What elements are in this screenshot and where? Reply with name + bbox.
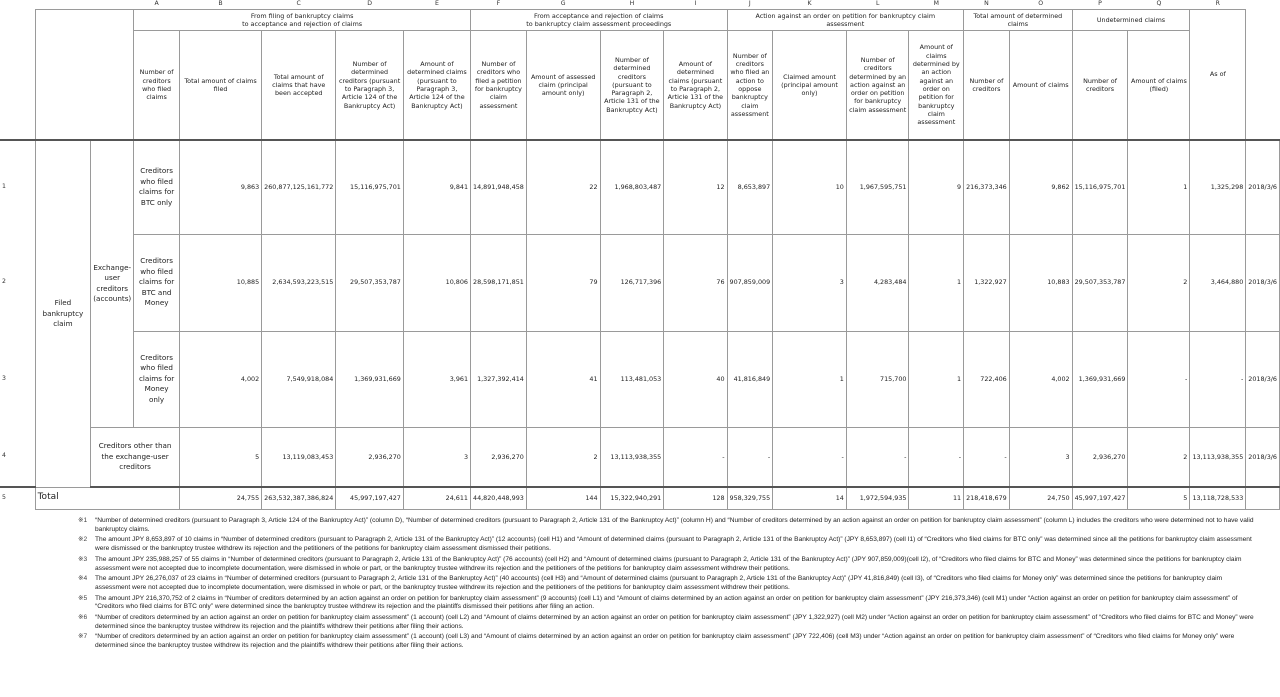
- cell: 2,634,593,223,515: [262, 234, 336, 331]
- cell: 113,481,053: [600, 331, 664, 427]
- footnote-text: “Number of determined creditors (pursuant to Paragraph 3, Article 124 of the Bankruptcy Act)” (column D), “Number of determined creditors (pursuant to Paragraph 2, Article 131 of the Bankruptcy Act)” (column H) and “Number of creditors determined by an action against an order on petition for bankruptcy claim assessment” (column L) includes the creditors who were determined not to have valid bankruptcy claims.: [95, 517, 1254, 533]
- cell: 1,322,927: [964, 234, 1010, 331]
- col-letter: P: [1098, 0, 1102, 8]
- table-row: [0, 331, 1280, 427]
- cell: 1: [909, 331, 964, 427]
- cell: 128: [664, 487, 727, 509]
- group-undetermined: Undetermined claims: [1072, 10, 1190, 31]
- cell: 1,327,392,414: [471, 331, 527, 427]
- col-letter: O: [1038, 0, 1044, 8]
- footnote-mark: ※7: [78, 633, 88, 641]
- cell: 216,373,346: [964, 140, 1010, 234]
- header-o: Amount of claims: [1009, 31, 1072, 141]
- col-letter: I: [694, 0, 697, 8]
- footnote-text: The amount JPY 26,276,037 of 23 claims in “Number of determined creditors (pursuant to Paragraph 2, Article 131 of the Bankruptcy Act)” (40 accounts) (cell H3) and “Amount of determined claims (pursuant to Paragraph 2, Article 131 of the Bankruptcy Act)” (JPY 41,816,849) (cell I3), of “Creditors who filed claims for Money only” was determined since the petitions for bankruptcy claim assessment were not accepted due to incomplete documentation, were dismissed in whole or part, or the bankruptcy trustee withdrew its rejection and the petitioners of the petitions for bankruptcy claim assessment withdrew their petitions.: [95, 575, 1223, 591]
- group-filing-to-acceptance: From filing of bankruptcy claims to acceptance and rejection of claims: [134, 10, 471, 31]
- footnote-text: “Number of creditors determined by an action against an order on petition for bankruptcy claim assessment” (1 account) (cell L3) and “Amount of claims determined by an action against an order on petition for bankruptcy claim assessment” (JPY 722,406) (cell M3) under “Action against an order on petition for bankruptcy claim assessment” of “Creditors who filed claims for Money only” were determined since the bankruptcy trustee withdrew its rejection and the plaintiffs withdrew their petitions after filing their actions.: [95, 633, 1235, 650]
- col-letter: E: [434, 0, 439, 8]
- footnote: [78, 536, 1258, 553]
- footnote: [78, 517, 1258, 534]
- col-letter: G: [560, 0, 566, 8]
- cell: 1,968,803,487: [600, 140, 664, 234]
- cell: [1246, 487, 1280, 509]
- row-number: 2: [2, 278, 6, 286]
- cell: 4,002: [1009, 331, 1072, 427]
- cell: 10,883: [1009, 234, 1072, 331]
- cell: 14,891,948,458: [471, 140, 527, 234]
- cell: 22: [526, 140, 600, 234]
- cell: 907,859,009: [727, 234, 773, 331]
- cell: -: [964, 427, 1010, 487]
- cell: 45,997,197,427: [336, 487, 404, 509]
- cell: 29,507,353,787: [336, 234, 404, 331]
- cell: 24,755: [179, 487, 261, 509]
- footnote-mark: ※6: [78, 614, 88, 622]
- group-action-against-order: Action against an order on petition for bankruptcy claim assessment: [727, 10, 964, 31]
- footnote: [78, 614, 1258, 631]
- table-row: [0, 140, 1280, 234]
- footnote-mark: ※3: [78, 555, 88, 563]
- cell: 76: [664, 234, 727, 331]
- cell: 13,118,728,533: [1190, 487, 1246, 509]
- cell: 14: [773, 487, 847, 509]
- cell: 9,841: [403, 140, 470, 234]
- cell: 2: [1128, 234, 1190, 331]
- cell: 10,885: [179, 234, 261, 331]
- table-row: [0, 427, 1280, 487]
- footnote-text: The amount JPY 235,988,257 of 55 claims in “Number of determined creditors (pursuant to Paragraph 2, Article 131 of the Bankruptcy Act)” (76 accounts) (cell H2) and “Amount of determined claims (pursuant to Paragraph 2, Article 131 of the Bankruptcy Act)” (JPY 907,859,009)(cell I2), of “Creditors who filed claims for BTC and Money” was determined since the petitions for bankruptcy claim assessment were not accepted due to incomplete documentation, were dismissed in whole or part, or the bankruptcy trustee withdrew its rejection and the petitioners of the petitions for bankruptcy claim assessment withdrew their petitions.: [95, 555, 1242, 572]
- cell: 3,961: [403, 331, 470, 427]
- cell: 4,002: [179, 331, 261, 427]
- cell: -: [1128, 331, 1190, 427]
- col-letter: N: [984, 0, 989, 8]
- header-q: Amount of claims (filed): [1128, 31, 1190, 141]
- cell: 126,717,396: [600, 234, 664, 331]
- cell: 15,116,975,701: [1072, 140, 1128, 234]
- cell: 260,877,125,161,772: [262, 140, 336, 234]
- cell: 2018/3/6: [1246, 331, 1280, 427]
- cell: 2018/3/6: [1246, 234, 1280, 331]
- table-row: [0, 234, 1280, 331]
- group-acceptance-to-assessment: From acceptance and rejection of claims to bankruptcy claim assessment proceedings: [471, 10, 728, 31]
- cell: 2018/3/6: [1246, 140, 1280, 234]
- filed-claim-label: Filed bankruptcy claim: [35, 140, 91, 487]
- cell: 24,750: [1009, 487, 1072, 509]
- cell: 1,972,594,935: [846, 487, 909, 509]
- cell: 4,283,484: [846, 234, 909, 331]
- header-d: Number of determined creditors (pursuant to Paragraph 3, Article 124 of the Bankruptcy Act): [336, 31, 404, 141]
- footnote: [78, 575, 1258, 592]
- cell: 9,862: [1009, 140, 1072, 234]
- cell: 15,116,975,701: [336, 140, 404, 234]
- cell: 144: [526, 487, 600, 509]
- cell: -: [773, 427, 847, 487]
- exchange-user-label: Exchange-user creditors (accounts): [91, 140, 134, 427]
- cell: 2,936,270: [1072, 427, 1128, 487]
- col-letter: L: [875, 0, 880, 8]
- cell: 13,113,938,355: [600, 427, 664, 487]
- header-n: Number of creditors: [964, 31, 1010, 141]
- cell: 10: [773, 140, 847, 234]
- cell: 7,549,918,084: [262, 331, 336, 427]
- cell: 1,325,298: [1190, 140, 1246, 234]
- cell: 1: [909, 234, 964, 331]
- cell: 5: [1128, 487, 1190, 509]
- cell: 29,507,353,787: [1072, 234, 1128, 331]
- cell: 3: [773, 234, 847, 331]
- cell: 1: [1128, 140, 1190, 234]
- cell: 722,406: [964, 331, 1010, 427]
- cell: 12: [664, 140, 727, 234]
- row-number: 4: [0, 427, 35, 487]
- cell: 3,464,880: [1190, 234, 1246, 331]
- cell: 5: [179, 427, 261, 487]
- group-as-of: As of: [1190, 10, 1246, 141]
- col-letter: A: [154, 0, 159, 8]
- cell: -: [1190, 331, 1246, 427]
- cell: 8,653,897: [727, 140, 773, 234]
- col-letter: Q: [1156, 0, 1162, 8]
- footnote-text: The amount JPY 8,653,897 of 10 claims in “Number of determined creditors (pursuant to Paragraph 2, Article 131 of the Bankruptcy Act)” (12 accounts) (cell H1) and “Amount of determined claims (pursuant to Paragraph 2, Article 131 of the Bankruptcy Act)” (JPY 8,653,897) (cell I1) of “Creditors who filed claims for BTC only” was determined since all the petitions for bankruptcy claim assessment were dismissed or the bankruptcy trustee withdrew its rejection and the petitioners of the petitions for bankruptcy claim assessment dismissed their petitions.: [95, 536, 1252, 553]
- cell: 44,820,448,993: [471, 487, 527, 509]
- footnote-mark: ※2: [78, 536, 88, 544]
- cell: 263,532,387,386,824: [262, 487, 336, 509]
- cell: 41: [526, 331, 600, 427]
- cell: 9: [909, 140, 964, 234]
- header-i: Amount of determined claims (pursuant to Paragraph 2, Article 131 of the Bankruptcy Act): [664, 31, 727, 141]
- cell: 2,936,270: [471, 427, 527, 487]
- cell: 13,119,083,453: [262, 427, 336, 487]
- header-a: Number of creditors who filed claims: [134, 31, 180, 141]
- cell: -: [909, 427, 964, 487]
- cell: 2: [526, 427, 600, 487]
- footnote: [78, 556, 1258, 573]
- cell: 3: [403, 427, 470, 487]
- cell: 40: [664, 331, 727, 427]
- header-c: Total amount of claims that have been accepted: [262, 31, 336, 141]
- cell: 28,598,171,851: [471, 234, 527, 331]
- col-letter: K: [807, 0, 812, 8]
- row-label: Creditors other than the exchange-user creditors: [91, 427, 180, 487]
- total-label: Total: [35, 487, 179, 509]
- col-letter: C: [296, 0, 301, 8]
- cell: 1,369,931,669: [1072, 331, 1128, 427]
- cell: 958,329,755: [727, 487, 773, 509]
- cell: 2018/3/6: [1246, 427, 1280, 487]
- header-b: Total amount of claims filed: [179, 31, 261, 141]
- cell: 15,322,940,291: [600, 487, 664, 509]
- footnote-mark: ※4: [78, 575, 88, 583]
- total-row: [0, 487, 1280, 509]
- col-letter: J: [748, 0, 751, 8]
- col-letter: M: [933, 0, 939, 8]
- cell: 11: [909, 487, 964, 509]
- cell: 1,369,931,669: [336, 331, 404, 427]
- header-h: Number of determined creditors (pursuant to Paragraph 2, Article 131 of the Bankruptcy Act): [600, 31, 664, 141]
- col-letter: F: [496, 0, 501, 8]
- header-e: Amount of determined claims (pursuant to Paragraph 3, Article 124 of the Bankruptcy Act): [403, 31, 470, 141]
- cell: 2: [1128, 427, 1190, 487]
- footnote: [78, 595, 1258, 612]
- footnote: [78, 633, 1258, 650]
- col-letter: H: [629, 0, 635, 8]
- header-k: Claimed amount (principal amount only): [773, 31, 847, 141]
- cell: -: [664, 427, 727, 487]
- footnote-mark: ※1: [78, 517, 88, 524]
- header-p: Number of creditors: [1072, 31, 1128, 141]
- header-l: Number of creditors determined by an action against an order on petition for bankruptcy claim assessment: [846, 31, 909, 141]
- cell: 9,863: [179, 140, 261, 234]
- col-letter: D: [367, 0, 372, 8]
- col-letter: B: [218, 0, 223, 8]
- cell: -: [846, 427, 909, 487]
- col-letter: R: [1215, 0, 1220, 8]
- header-g: Amount of assessed claim (principal amount only): [526, 31, 600, 141]
- header-j: Number of creditors who filed an action to oppose bankruptcy claim assessment: [727, 31, 773, 141]
- cell: 1: [773, 331, 847, 427]
- header-m: Amount of claims determined by an action against an order on petition for bankruptcy claim assessment: [909, 31, 964, 141]
- cell: 2,936,270: [336, 427, 404, 487]
- cell: 45,997,197,427: [1072, 487, 1128, 509]
- header-f: Number of creditors who filed a petition for bankruptcy claim assessment: [471, 31, 527, 141]
- cell: 24,611: [403, 487, 470, 509]
- row-number: 1: [0, 140, 35, 234]
- row-label: Creditors who filed claims for BTC and Money: [134, 234, 180, 331]
- cell: 41,816,849: [727, 331, 773, 427]
- header-corner-cell: [35, 10, 134, 141]
- footnote-mark: ※5: [78, 594, 88, 602]
- footnote-text: “Number of creditors determined by an action against an order on petition for bankruptcy claim assessment” (1 account) (cell L2) and “Amount of claims determined by an action against an order on petition for bankruptcy claim assessment” (JPY 1,322,927) (cell M2) under “Action against an order on petition for bankruptcy claim assessment” of “Creditors who filed claims for BTC and Money” were determined since the bankruptcy trustee withdrew its rejection and the plaintiffs withdrew their petitions after filing their actions.: [95, 614, 1254, 630]
- cell: 13,113,938,355: [1190, 427, 1246, 487]
- cell: 1,967,595,751: [846, 140, 909, 234]
- footnotes: [78, 517, 1258, 653]
- row-label: Creditors who filed claims for Money only: [134, 331, 180, 427]
- cell: 79: [526, 234, 600, 331]
- cell: 10,806: [403, 234, 470, 331]
- cell: -: [727, 427, 773, 487]
- group-total-determined: Total amount of determined claims: [964, 10, 1073, 31]
- row-number: 5: [2, 494, 6, 502]
- footnote-text: The amount JPY 216,370,752 of 2 claims in “Number of creditors determined by an action against an order on petition for bankruptcy claim assessment” (9 accounts) (cell L1) and “Amount of claims determined by an action against an order on petition for bankruptcy claim assessment” (JPY 216,373,346) (cell M1) under “Action against an order on petition for bankruptcy claim assessment” of “Creditors who filed claims for BTC only” were determined since the bankruptcy trustee withdrew its rejection and the plaintiffs dismissed their petitions after filing an action.: [95, 594, 1238, 611]
- cell: 3: [1009, 427, 1072, 487]
- row-number: 3: [2, 374, 6, 382]
- cell: 218,418,679: [964, 487, 1010, 509]
- row-label: Creditors who filed claims for BTC only: [134, 140, 180, 234]
- cell: 715,700: [846, 331, 909, 427]
